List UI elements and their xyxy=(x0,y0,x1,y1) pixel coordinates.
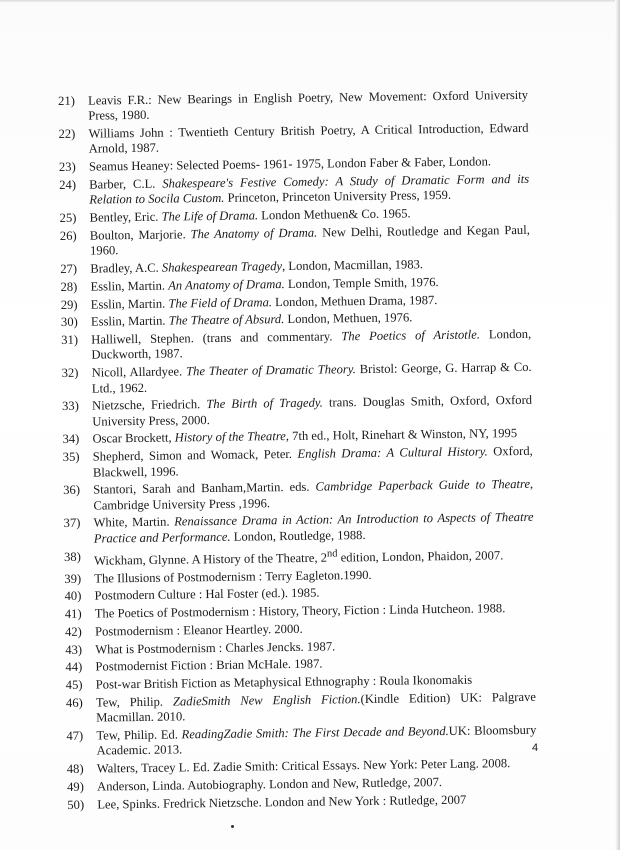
reference-item xyxy=(58,88,528,125)
reference-item xyxy=(67,792,537,813)
reference-title: ReadingZadie Smith: The First Decade and Beyond. xyxy=(181,724,449,742)
reference-title: English Drama: A Cultural History. xyxy=(297,444,488,462)
reference-item xyxy=(63,477,533,514)
reference-title: The Birth of Tragedy. xyxy=(206,395,324,412)
reference-text: , Cambridge University Press ,1996. xyxy=(93,477,534,513)
reference-text: Bristol: George, G. Harrap & Co. Ltd., 1962. xyxy=(91,360,532,396)
reference-text: Barber, C.L. xyxy=(89,176,163,192)
reference-text: Postmodernism : Eleanor Heartley. 2000. xyxy=(94,621,303,639)
reference-item xyxy=(62,360,532,397)
scan-speck xyxy=(231,825,234,828)
reference-number: 25) xyxy=(59,210,77,226)
reference-text: Oscar Brockett, xyxy=(92,430,175,447)
reference-text: Princeton, Princeton University Press, 1959. xyxy=(224,188,452,206)
reference-number: 30) xyxy=(60,315,78,330)
reference-text: Shepherd, Simon and Womack, Peter. xyxy=(92,447,298,464)
reference-list xyxy=(58,88,537,816)
reference-number: 41) xyxy=(64,606,82,622)
reference-number: 44) xyxy=(65,660,83,675)
reference-text: Post-war British Fiction as Metaphysical Ethnography : Roula Ikonomakis xyxy=(95,672,473,692)
reference-number: 50) xyxy=(67,797,85,812)
reference-title: Renaissance Drama in Action: An Introduction to Aspects of Theatre Practice and Performance. xyxy=(93,510,534,546)
reference-text: Esslin, Martin. xyxy=(90,313,169,329)
reference-number: 24) xyxy=(59,177,77,192)
reference-number: 35) xyxy=(62,449,80,465)
reference-number: 22) xyxy=(58,126,76,142)
reference-text: The Illusions of Postmodernism : Terry Eagleton.1990. xyxy=(94,567,372,586)
reference-text: Esslin, Martin. xyxy=(90,278,169,294)
reference-item xyxy=(61,327,531,364)
reference-number: 29) xyxy=(60,297,78,312)
reference-text: The Poetics of Postmodernism : History, Theory, Fiction : Linda Hutcheon. 1988. xyxy=(94,601,506,621)
reference-title: Cambridge Paperback Guide to Theatre xyxy=(315,477,531,494)
reference-item xyxy=(66,722,539,760)
reference-number: 28) xyxy=(60,279,78,294)
reference-title: The Poetics of Aristotle. xyxy=(341,327,481,344)
reference-number: 23) xyxy=(58,159,76,175)
reference-text: Nietzsche, Friedrich. xyxy=(91,397,207,413)
reference-text: Anderson, Linda. Autobiography. London and New, Rutledge, 2007. xyxy=(96,775,443,794)
reference-number: 38) xyxy=(63,549,81,564)
reference-text: London, Methuen Drama, 1987. xyxy=(271,292,438,309)
reference-superscript: nd xyxy=(326,547,338,560)
reference-text: Walters, Tracey L. Ed. Zadie Smith: Critical Essays. New York: Peter Lang. 2008. xyxy=(96,756,511,776)
page-top-edge xyxy=(0,0,620,3)
reference-number: 43) xyxy=(65,642,83,657)
reference-number: 31) xyxy=(61,332,79,348)
reference-number: 33) xyxy=(61,399,79,414)
reference-item xyxy=(63,444,533,481)
reference-text: Postmodern Culture : Hal Foster (ed.). 1985. xyxy=(94,585,320,603)
reference-text: Bradley, A.C. xyxy=(90,260,162,276)
reference-text: Williams John : Twentieth Century British Poetry, A Critical Introduction, Edward Arnold, 1987. xyxy=(88,120,529,156)
reference-text: Seamus Heaney: Selected Poems- 1961- 1975, London Faber & Faber, London. xyxy=(88,154,492,174)
reference-text: , London, Macmillan, 1983. xyxy=(281,257,424,274)
reference-text: Tew, Philip. Ed. xyxy=(96,727,182,743)
reference-title: The Theatre of Absurd. xyxy=(168,312,285,328)
reference-title: History of the Theatre xyxy=(174,429,286,445)
reference-item xyxy=(60,223,530,260)
reference-text: London Methuen& Co. 1965. xyxy=(257,206,411,223)
reference-number: 40) xyxy=(64,589,82,604)
reference-number: 48) xyxy=(66,761,84,777)
reference-text: Tew, Philip. xyxy=(95,694,174,710)
reference-text: Postmodernist Fiction : Brian McHale. 1987. xyxy=(95,657,323,675)
reference-text: London, Routledge, 1988. xyxy=(230,527,366,544)
reference-text: Lee, Spinks. Fredrick Nietzsche. London and New York : Rutledge, 2007 xyxy=(97,792,467,812)
reference-number: 39) xyxy=(64,571,82,586)
reference-text: Nicoll, Allardyee. xyxy=(91,364,187,380)
reference-text: Oxford, Blackwell, 1996. xyxy=(92,444,533,480)
reference-title: Shakespearean Tragedy xyxy=(161,259,283,275)
reference-text: Halliwell, Stephen. (trans and commentary. xyxy=(91,329,342,347)
reference-text: Bentley, Eric. xyxy=(89,209,162,225)
reference-title: Shakespeare's Festive Comedy: A Study of Dramatic Form and its Relation to Socila Custom. xyxy=(89,171,530,207)
reference-number: 36) xyxy=(63,483,81,498)
reference-number: 27) xyxy=(60,261,78,276)
reference-text: UK: Bloomsbury Academic. 2013. xyxy=(96,722,537,759)
reference-title: The Anatomy of Drama. xyxy=(190,225,318,242)
reference-item xyxy=(66,690,536,727)
reference-title: The Life of Drama. xyxy=(161,208,259,224)
reference-text: What is Postmodernism : Charles Jencks. 1987. xyxy=(95,639,336,657)
reference-number: 46) xyxy=(65,695,83,711)
reference-item xyxy=(64,510,534,547)
reference-text: edition, London, Phaidon, 2007. xyxy=(337,547,504,565)
reference-number: 32) xyxy=(61,366,79,381)
reference-text: London, Temple Smith, 1976. xyxy=(284,274,439,291)
reference-number: 47) xyxy=(66,728,84,744)
reference-text: White, Martin. xyxy=(93,514,175,530)
reference-text: London, Methuen, 1976. xyxy=(284,310,413,327)
reference-number: 26) xyxy=(59,228,77,243)
reference-text: London, Duckworth, 1987. xyxy=(91,326,532,363)
reference-number: 45) xyxy=(65,678,83,693)
reference-number: 37) xyxy=(63,516,81,531)
reference-text: Esslin, Martin. xyxy=(90,296,169,312)
reference-title: The Field of Drama. xyxy=(168,294,273,311)
reference-number: 49) xyxy=(66,779,84,795)
reference-text: Wickham, Glynne. A History of the Theatre, 2 xyxy=(94,550,328,568)
reference-title: The Theater of Dramatic Theory. xyxy=(186,362,356,379)
page-right-edge xyxy=(615,0,620,850)
page-number: 4 xyxy=(532,742,539,754)
reference-text: Boulton, Marjorie. xyxy=(89,227,191,243)
reference-item xyxy=(58,121,528,158)
reference-text: (Kindle Edition) UK: Palgrave Macmillan. 2010. xyxy=(96,689,537,725)
reference-text: Stantori, Sarah and Banham,Martin. eds. xyxy=(93,479,316,497)
reference-text: , 7th ed., Holt, Rinehart & Winston, NY, 1995 xyxy=(285,426,518,444)
reference-text: Leavis F.R.: New Bearings in English Poetry, New Movement: Oxford University Press, 1980. xyxy=(87,87,529,123)
reference-number: 34) xyxy=(62,432,80,447)
reference-title: ZadieSmith New English Fiction. xyxy=(172,692,361,709)
reference-item xyxy=(62,393,532,430)
reference-number: 21) xyxy=(58,93,75,108)
reference-item xyxy=(59,172,529,209)
reference-text: trans. Douglas Smith, Oxford, Oxford University Press, 2000. xyxy=(92,393,533,429)
reference-title: An Anatomy of Drama. xyxy=(168,276,285,293)
reference-number: 42) xyxy=(64,624,82,639)
reference-item xyxy=(64,543,534,569)
reference-text: New Delhi, Routledge and Kegan Paul, 1960. xyxy=(89,222,530,258)
